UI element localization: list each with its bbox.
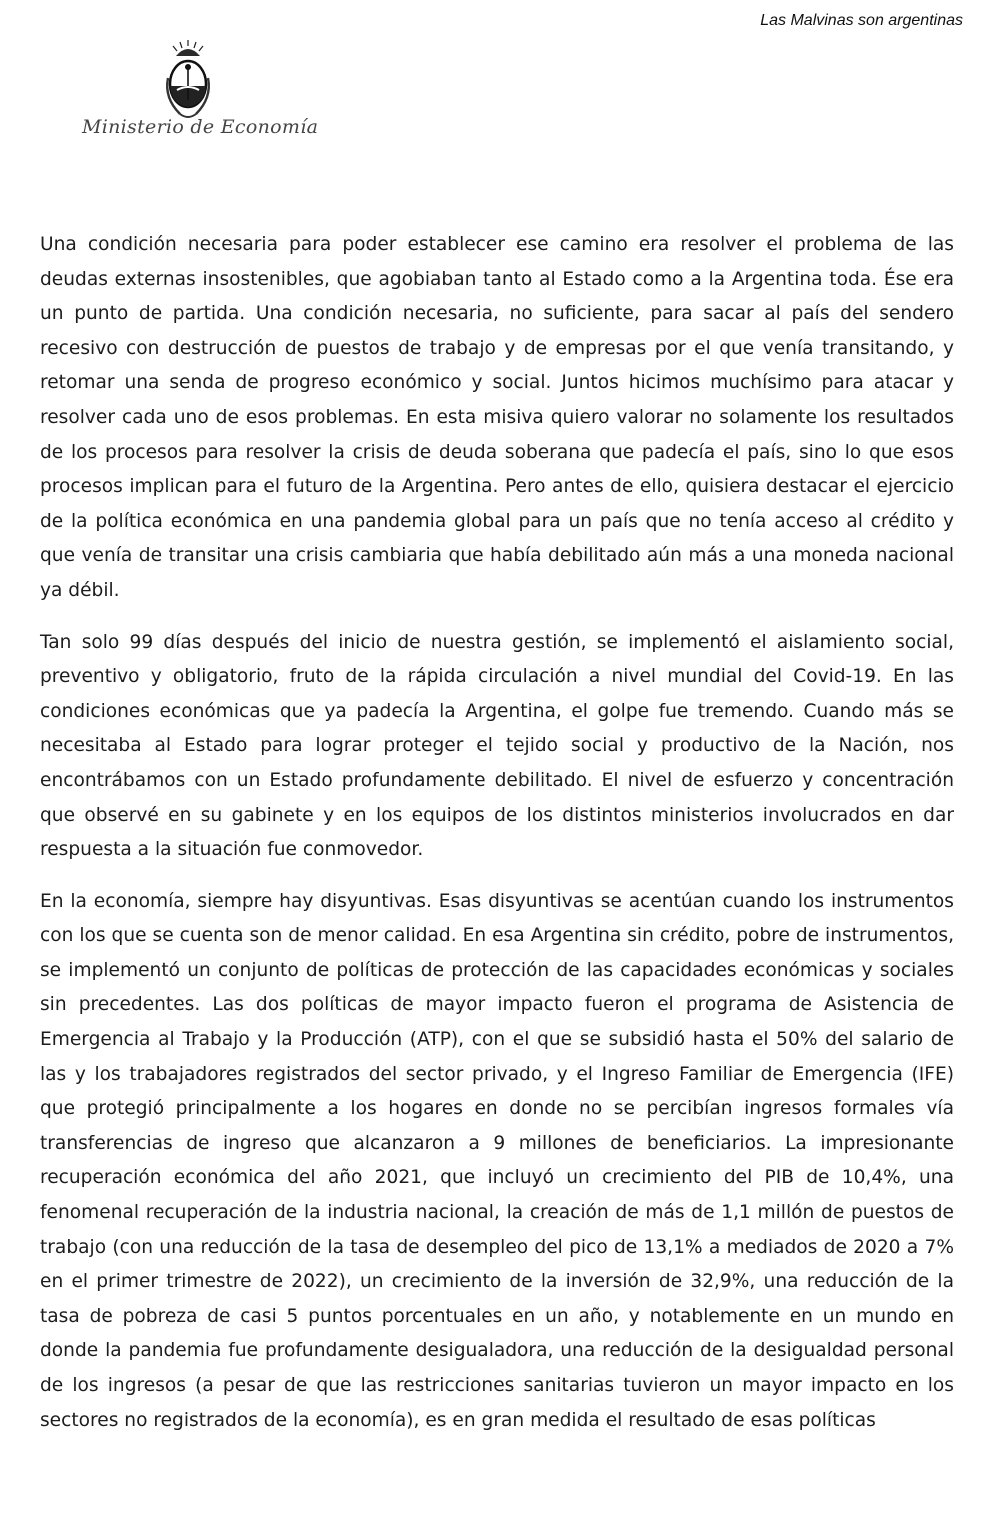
- ministry-name: Ministerio de Economía: [82, 116, 319, 138]
- paragraph: En la economía, siempre hay disyuntivas. Esas disyuntivas se acentúan cuando los instrumentos con los que se cuenta son de menor calidad. En esa Argentina sin crédito, pobre de instrumentos, se implementó un conjunto de políticas de protección de las capacidades económicas y sociales sin precedentes. Las dos políticas de mayor impacto fueron el programa de Asistencia de Emergencia al Trabajo y la Producción (ATP), con el que se subsidió hasta el 50% del salario de las y los trabajadores registrados del sector privado, y el Ingreso Familiar de Emergencia (IFE) que protegió principalmente a los hogares en donde no se percibían ingresos formales vía transferencias de ingreso que alcanzaron a 9 millones de beneficiarios. La impresionante recuperación económica del año 2021, que incluyó un crecimiento del PIB de 10,4%, una fenomenal recuperación de la industria nacional, la creación de más de 1,1 millón de puestos de trabajo (con una reducción de la tasa de desempleo del pico de 13,1% a mediados de 2020 a 7% en el primer trimestre de 2022), un crecimiento de la inversión de 32,9%, una reducción de la tasa de pobreza de casi 5 puntos porcentuales en un año, y notablemente en un mundo en donde la pandemia fue profundamente desigualadora, una reducción de la desigualdad personal de los ingresos (a pesar de que las restricciones sanitarias tuvieron un mayor impacto en los sectores no registrados de la economía), es en gran medida el resultado de esas políticas: [40, 890, 954, 1431]
- header-motto: Las Malvinas son argentinas: [760, 12, 963, 29]
- argentine-coat-of-arms-icon: [162, 38, 214, 122]
- letter-body: [40, 228, 954, 1455]
- paragraph: Tan solo 99 días después del inicio de nuestra gestión, se implementó el aislamiento social, preventivo y obligatorio, fruto de la rápida circulación a nivel mundial del Covid-19. En las condiciones económicas que ya padecía la Argentina, el golpe fue tremendo. Cuando más se necesitaba al Estado para lograr proteger el tejido social y productivo de la Nación, nos encontrábamos con un Estado profundamente debilitado. El nivel de esfuerzo y concentración que observé en su gabinete y en los equipos de los distintos ministerios involucrados en dar respuesta a la situación fue conmovedor.: [40, 631, 954, 861]
- paragraph: Una condición necesaria para poder establecer ese camino era resolver el problema de las deudas externas insostenibles, que agobiaban tanto al Estado como a la Argentina toda. Ése era un punto de partida. Una condición necesaria, no suficiente, para sacar al país del sendero recesivo con destrucción de puestos de trabajo y de empresas por el que venía transitando, y retomar una senda de progreso económico y social. Juntos hicimos muchísimo para atacar y resolver cada uno de esos problemas. En esta misiva quiero valorar no solamente los resultados de los procesos para resolver la crisis de deuda soberana que padecía el país, sino lo que esos procesos implican para el futuro de la Argentina. Pero antes de ello, quisiera destacar el ejercicio de la política económica en una pandemia global para un país que no tenía acceso al crédito y que venía de transitar una crisis cambiaria que había debilitado aún más a una moneda nacional ya débil.: [40, 234, 954, 601]
